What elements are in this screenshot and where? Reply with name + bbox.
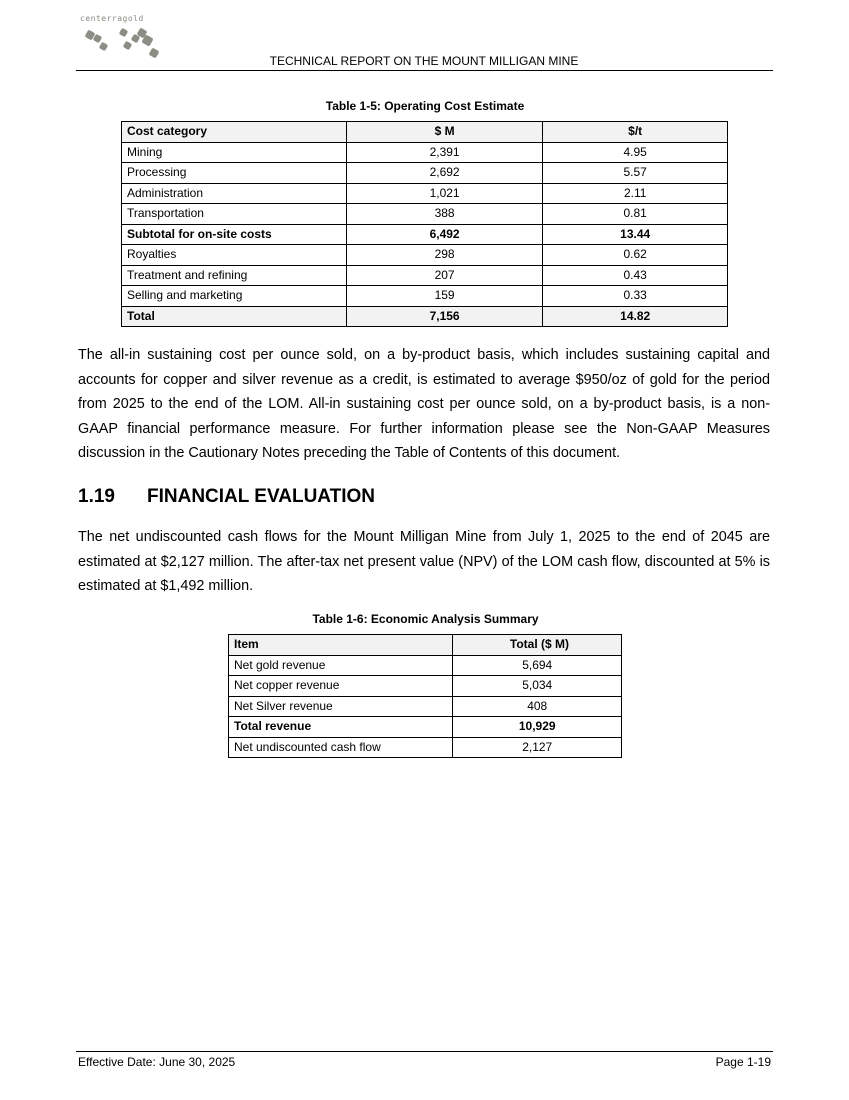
total-row [122,306,728,327]
item-cell: Net Silver revenue [229,696,453,717]
table-caption: Table 1-6: Economic Analysis Summary [312,612,539,626]
table-row [229,737,622,758]
section-title: FINANCIAL EVALUATION [147,486,375,507]
table-row [229,696,622,717]
total-cell: 10,929 [453,717,622,738]
total-cell: 408 [453,696,622,717]
cost-millions-cell: 2,391 [346,142,543,163]
table-header-row [122,122,728,143]
table-row [122,245,728,266]
item-cell: Net copper revenue [229,676,453,697]
cost-millions-cell: 2,692 [346,163,543,184]
cost-category-cell: Treatment and refining [122,265,347,286]
effective-date: Effective Date: June 30, 2025 [78,1055,236,1069]
total-cell: 5,034 [453,676,622,697]
cost-per-tonne-cell: 13.44 [543,224,728,245]
cost-millions-cell: 7,156 [346,306,543,327]
table-row [122,265,728,286]
aisc-paragraph: The all-in sustaining cost per ounce sold, on a by-product basis, which includes sustaining capital and accounts for copper and silver revenue as a credit, is estimated to average $950/oz of gold for the period from 2025 to the end of the LOM. All-in sustaining cost per ounce sold, on a by-product basis, is a non-GAAP financial performance measure. For further information please see the Non-GAAP Measures discussion in the Cautionary Notes preceding the Table of Contents of this document. [78,347,770,462]
cost-millions-cell: 207 [346,265,543,286]
economic-summary-table [228,634,622,758]
table-header-row [229,635,622,656]
cost-millions-cell: 6,492 [346,224,543,245]
column-header: Total ($ M) [453,635,622,656]
cost-millions-cell: 298 [346,245,543,266]
table-row [229,676,622,697]
table-row [122,204,728,225]
cost-category-cell: Selling and marketing [122,286,347,307]
cost-millions-cell: 388 [346,204,543,225]
logo-dot [119,28,129,38]
cost-category-cell: Subtotal for on-site costs [122,224,347,245]
cost-per-tonne-cell: 0.81 [543,204,728,225]
cost-category-cell: Administration [122,183,347,204]
financial-paragraph: The net undiscounted cash flows for the Mount Milligan Mine from July 1, 2025 to the end of 2045 are estimated at $2,127 million. The after-tax net present value (NPV) of the LOM cash flow, discounted at 5% is estimated at $1,492 million. [78,529,770,595]
cost-per-tonne-cell: 0.33 [543,286,728,307]
report-title: TECHNICAL REPORT ON THE MOUNT MILLIGAN MINE [269,54,579,68]
page-number: Page 1-19 [715,1055,771,1069]
cost-per-tonne-cell: 14.82 [543,306,728,327]
section-number: 1.19 [78,486,115,507]
header-rule [76,70,773,71]
item-cell: Net gold revenue [229,655,453,676]
cost-per-tonne-cell: 0.62 [543,245,728,266]
cost-category-cell: Royalties [122,245,347,266]
cost-category-cell: Transportation [122,204,347,225]
cost-category-cell: Processing [122,163,347,184]
operating-cost-table [121,121,728,327]
column-header: $ M [346,122,543,143]
table-row [122,163,728,184]
total-cell: 5,694 [453,655,622,676]
column-header: $/t [543,122,728,143]
cost-per-tonne-cell: 5.57 [543,163,728,184]
item-cell: Total revenue [229,717,453,738]
item-cell: Net undiscounted cash flow [229,737,453,758]
table-row [122,142,728,163]
table-caption: Table 1-5: Operating Cost Estimate [325,99,525,113]
table-row [122,183,728,204]
cost-per-tonne-cell: 4.95 [543,142,728,163]
column-header: Item [229,635,453,656]
column-header: Cost category [122,122,347,143]
cost-millions-cell: 1,021 [346,183,543,204]
section-heading [78,486,375,508]
total-row [229,717,622,738]
cost-millions-cell: 159 [346,286,543,307]
total-cell: 2,127 [453,737,622,758]
cost-per-tonne-cell: 2.11 [543,183,728,204]
subtotal-row [122,224,728,245]
logo-dot [123,41,133,51]
table-row [122,286,728,307]
logo-wordmark: centerragold [80,14,144,23]
cost-category-cell: Total [122,306,347,327]
footer-rule [76,1051,773,1052]
cost-per-tonne-cell: 0.43 [543,265,728,286]
cost-category-cell: Mining [122,142,347,163]
table-row [229,655,622,676]
logo-dot [99,42,109,52]
